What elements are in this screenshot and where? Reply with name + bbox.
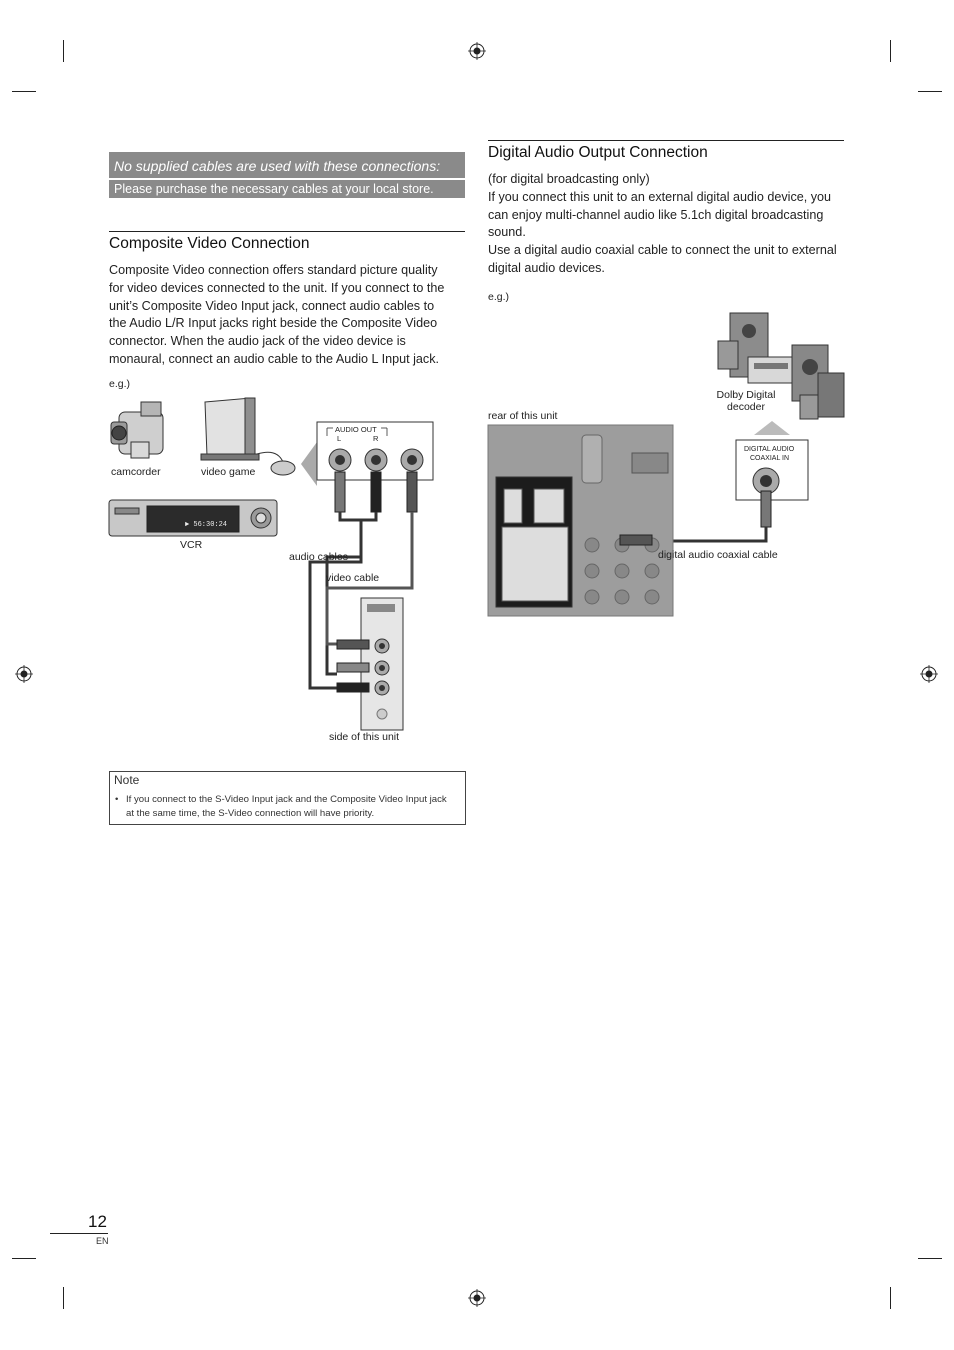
label-audio-cables: audio cables	[289, 551, 348, 563]
label-video-cable: video cable	[326, 572, 380, 584]
digital-body-line: Use a digital audio coaxial cable to connect the unit to external digital audio devices.	[488, 243, 837, 275]
label-dolby: Dolby Digital decoder	[716, 389, 776, 413]
digital-body	[488, 171, 848, 278]
label-side-unit: side of this unit	[329, 731, 400, 743]
banner-subtitle: Please purchase the necessary cables at your local store.	[109, 180, 465, 198]
crop-mark	[890, 40, 891, 62]
crop-mark	[63, 40, 64, 62]
coax-in-label-2: COAXIAL IN	[750, 455, 790, 462]
vcr-icon	[109, 500, 277, 536]
language-code: EN	[96, 1236, 109, 1246]
crop-mark	[890, 1287, 891, 1309]
composite-eg: e.g.)	[109, 378, 131, 390]
digital-body-line: (for digital broadcasting only)	[488, 172, 650, 186]
registration-mark-icon	[15, 665, 33, 683]
label-camcorder: camcorder	[111, 466, 161, 478]
label-video-game: video game	[201, 466, 256, 478]
label-vcr: VCR	[180, 539, 203, 551]
composite-heading: Composite Video Connection	[109, 231, 465, 253]
cable-notice-banner	[109, 152, 465, 198]
digital-eg: e.g.)	[488, 291, 510, 303]
coaxial-jack-icon	[753, 468, 779, 494]
arrow-up-icon	[754, 421, 790, 435]
rca-jack-icon	[401, 449, 423, 471]
banner-title: No supplied cables are used with these connections:	[109, 152, 465, 178]
side-jack-icon	[375, 661, 389, 675]
rca-jack-icon	[365, 449, 387, 471]
registration-mark-icon	[468, 1289, 486, 1307]
digital-connection-diagram	[486, 305, 850, 620]
audio-out-r: R	[373, 434, 379, 443]
side-jack-icon	[377, 709, 387, 719]
registration-mark-icon	[920, 665, 938, 683]
coax-in-label-1: DIGITAL AUDIO	[744, 446, 795, 453]
registration-mark-icon	[468, 42, 486, 60]
label-rear-unit: rear of this unit	[488, 410, 558, 422]
audio-out-l: L	[337, 434, 342, 443]
note-box	[109, 771, 466, 825]
digital-heading: Digital Audio Output Connection	[488, 140, 844, 162]
vcr-display: ► 56:30:24	[185, 521, 228, 529]
note-item: • If you connect to the S-Video Input jack and the Composite Video Input jack at the same time, the S-Video connection will have priority.	[126, 793, 457, 821]
crop-mark	[63, 1287, 64, 1309]
side-jack-icon	[375, 639, 389, 653]
digital-body-line: If you connect this unit to an external digital audio device, you can enjoy multi-channel audio like 5.1ch digital broadcasting sound.	[488, 189, 832, 240]
note-title: Note	[114, 773, 140, 787]
arrow-icon	[301, 442, 317, 486]
page-rule	[50, 1233, 108, 1234]
page-number: 12	[88, 1212, 107, 1231]
audio-out-label: AUDIO OUT	[335, 425, 377, 434]
crop-mark	[918, 91, 942, 92]
crop-mark	[12, 91, 36, 92]
camcorder-icon	[111, 402, 163, 458]
composite-connection-diagram	[105, 392, 445, 752]
crop-mark	[12, 1258, 36, 1259]
rca-jack-icon	[329, 449, 351, 471]
crop-mark	[918, 1258, 942, 1259]
composite-body: Composite Video connection offers standard picture quality for video devices connected to the unit. If you connect to the unit’s Composite Video Input jack, connect audio cables to the Audio L/R Input jacks right beside the Composite Video connector. When the audio jack of the video device is monaural, connect an audio cable to the Audio L Input jack.	[109, 263, 445, 366]
side-jack-icon	[375, 681, 389, 695]
game-console-icon	[201, 398, 295, 475]
label-coax-cable: digital audio coaxial cable	[658, 549, 778, 561]
